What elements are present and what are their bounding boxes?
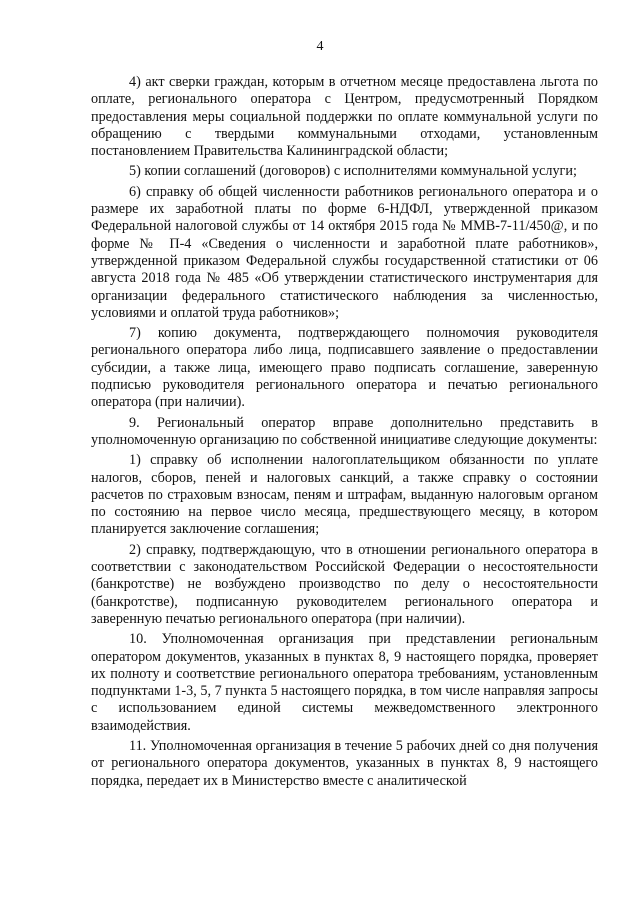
paragraph-section-9-item-1: 1) справку об исполнении налогоплательщиком обязанности по уплате налогов, сборов, пеней и налоговых санкций, а также справку о состоянии расчетов по страховым взносам, пеням и штрафам, выданную налоговым органом по состоянию на первое число месяца, предшествующего месяцу, в котором планируется заключение соглашения; bbox=[91, 452, 598, 538]
paragraph-section-9-item-2: 2) справку, подтверждающую, что в отношении регионального оператора в соответствии с законодательством Российской Федерации о несостоятельности (банкротстве) не возбуждено производство по делу о несостоятельности (банкротстве), подписанную руководителем регионального оператора и заверенную печатью регионального оператора (при наличии). bbox=[91, 541, 598, 627]
page-number: 4 bbox=[316, 39, 324, 54]
paragraph-item-4: 4) акт сверки граждан, которым в отчетном месяце предоставлена льгота по оплате, регионального оператора с Центром, предусмотренный Порядком предоставления меры социальной поддержки по оплате коммунальной услуги по обращению с твердыми коммунальными отходами, установленным постановлением Правительства Калининградской области; bbox=[91, 74, 598, 160]
document-body bbox=[91, 74, 598, 793]
paragraph-section-9: 9. Региональный оператор вправе дополнительно представить в уполномоченную организацию по собственной инициативе следующие документы: bbox=[91, 414, 598, 448]
paragraph-section-11: 11. Уполномоченная организация в течение 5 рабочих дней со дня получения от регионального оператора документов, указанных в пунктах 8, 9 настоящего порядка, передает их в Министерство вместе с аналитической bbox=[91, 737, 598, 789]
paragraph-item-5: 5) копии соглашений (договоров) с исполнителями коммунальной услуги; bbox=[129, 163, 577, 180]
paragraph-item-7: 7) копию документа, подтверждающего полномочия руководителя регионального оператора либо лица, подписавшего заявление о предоставлении субсидии, а также лица, имеющего право подписать соглашение, заверенную подписью руководителя регионального оператора и печатью регионального оператора (при наличии). bbox=[91, 325, 598, 411]
paragraph-section-10: 10. Уполномоченная организация при представлении региональным оператором документов, указанных в пунктах 8, 9 настоящего порядка, проверяет их полноту и соответствие регионального оператора требованиям, установленным подпунктами 1-3, 5, 7 пункта 5 настоящего порядка, в том числе направляя запросы с использованием единой системы межведомственного электронного взаимодействия. bbox=[91, 631, 598, 734]
paragraph-item-6: 6) справку об общей численности работников регионального оператора и о размере их заработной платы по форме 6-НДФЛ, утвержденной приказом Федеральной налоговой службы от 14 октября 2015 года № ММВ-7-11/450@, и по форме № П-4 «Сведения о численности и заработной плате работников», утвержденной приказом Федеральной службы государственной статистики от 06 августа 2018 года № 485 «Об утверждении статистического инструментария для организации федерального статистического наблюдения за численностью, условиями и оплатой труда работников»; bbox=[91, 183, 598, 321]
